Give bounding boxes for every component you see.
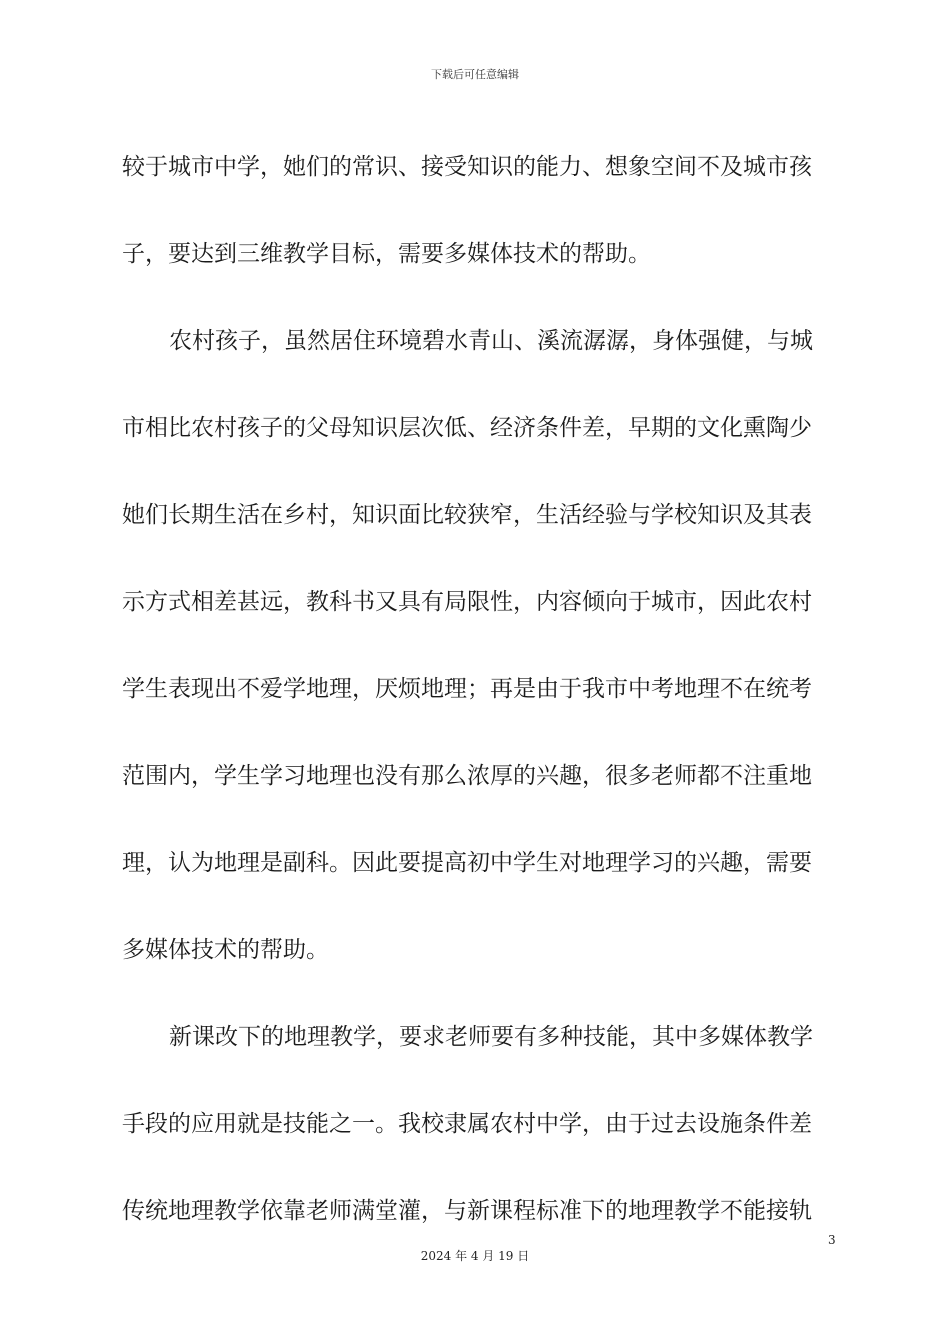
text-line: 较于城市中学，她们的常识、接受知识的能力、想象空间不及城市孩 — [122, 154, 812, 180]
text-line: 示方式相差甚远，教科书又具有局限性，内容倾向于城市，因此农村 — [122, 589, 812, 615]
text-line: 多媒体技术的帮助。 — [122, 937, 329, 963]
page-number: 3 — [828, 1233, 836, 1247]
text-line: 市相比农村孩子的父母知识层次低、经济条件差，早期的文化熏陶少 — [122, 415, 812, 441]
text-line: 学生表现出不爱学地理，厌烦地理；再是由于我市中考地理不在统考 — [122, 676, 812, 702]
text-line: 理，认为地理是副科。因此要提高初中学生对地理学习的兴趣，需要 — [122, 850, 812, 876]
text-line: 子，要达到三维教学目标，需要多媒体技术的帮助。 — [122, 241, 651, 267]
document-body — [122, 124, 842, 1255]
text-line: 范围内，学生学习地理也没有那么浓厚的兴趣，很多老师都不注重地 — [122, 763, 812, 789]
text-line: 手段的应用就是技能之一。我校隶属农村中学，由于过去设施条件差 — [122, 1111, 812, 1137]
text-line: 传统地理教学依靠老师满堂灌，与新课程标准下的地理教学不能接轨 — [122, 1198, 812, 1224]
page-header: 下载后可任意编辑 — [431, 68, 519, 81]
text-line: 她们长期生活在乡村，知识面比较狭窄，生活经验与学校知识及其表 — [122, 502, 812, 528]
paragraph-first-line: 农村孩子，虽然居住环境碧水青山、溪流潺潺，身体强健，与城 — [169, 328, 813, 354]
footer-date: 2024 年 4 月 19 日 — [420, 1249, 530, 1263]
paragraph-first-line: 新课改下的地理教学，要求老师要有多种技能，其中多媒体教学 — [169, 1024, 813, 1050]
